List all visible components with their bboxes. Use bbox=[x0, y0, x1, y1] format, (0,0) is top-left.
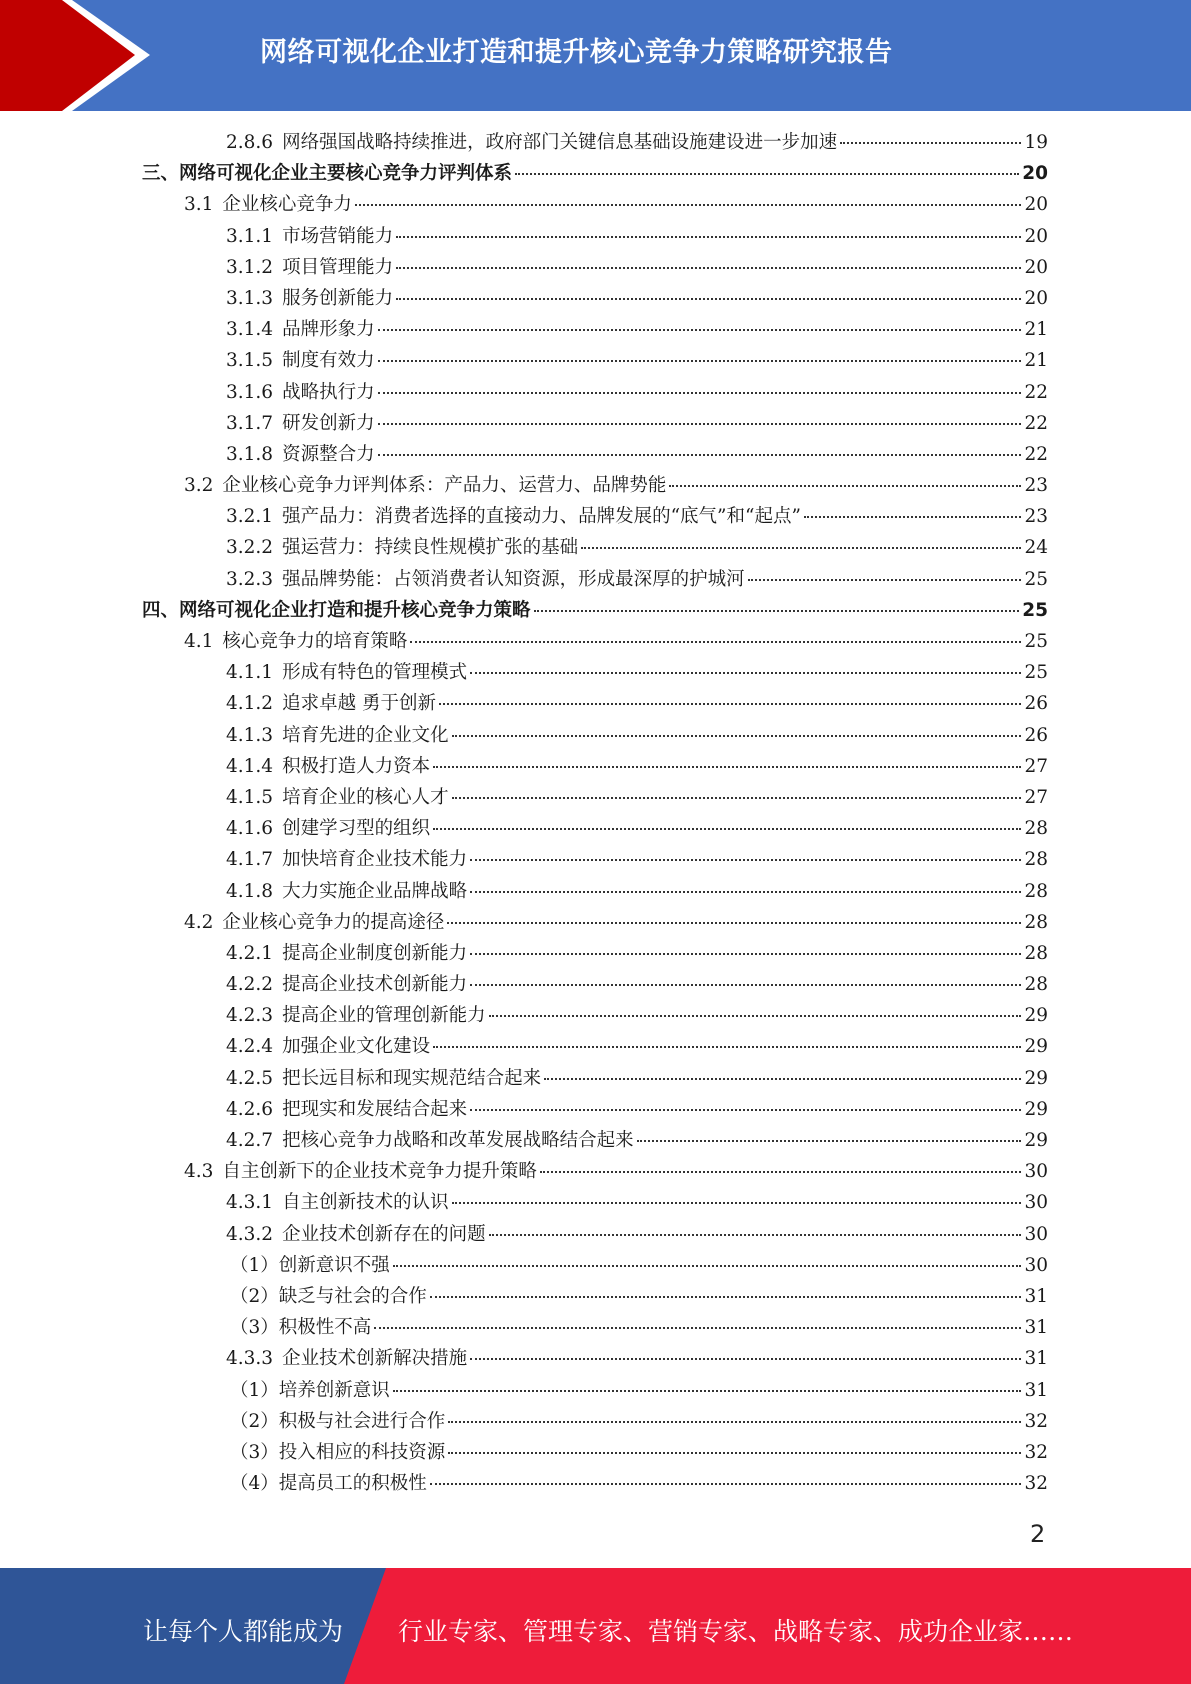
toc-entry-number: 3.2.2 bbox=[226, 537, 274, 559]
toc-leader-dots bbox=[452, 797, 1022, 799]
toc-leader-dots bbox=[410, 641, 1021, 643]
toc-entry[interactable] bbox=[142, 970, 1048, 1001]
toc-leader-dots bbox=[378, 423, 1022, 425]
chevron-red-shape bbox=[0, 0, 135, 111]
toc-entry-title: （2）缺乏与社会的合作 bbox=[230, 1285, 427, 1307]
toc-entry[interactable] bbox=[142, 1251, 1048, 1282]
toc-leader-dots bbox=[447, 922, 1021, 924]
toc-entry-page: 30 bbox=[1024, 1223, 1048, 1245]
toc-entry-page: 29 bbox=[1024, 1005, 1048, 1027]
toc-entry-title: （1）创新意识不强 bbox=[230, 1254, 390, 1276]
toc-entry-title: （1）培养创新意识 bbox=[230, 1379, 390, 1401]
toc-entry-page: 20 bbox=[1024, 194, 1048, 216]
toc-entry-page: 25 bbox=[1022, 599, 1048, 621]
page-header bbox=[0, 0, 1191, 111]
toc-entry-page: 28 bbox=[1024, 911, 1048, 933]
toc-entry[interactable] bbox=[142, 908, 1048, 939]
toc-entry-title: （4）提高员工的积极性 bbox=[230, 1473, 427, 1495]
toc-entry[interactable] bbox=[142, 346, 1048, 377]
toc-leader-dots bbox=[669, 485, 1021, 487]
toc-entry-title: 企业核心竞争力评判体系：产品力、运营力、品牌势能 bbox=[222, 475, 667, 497]
toc-entry-title: 形成有特色的管理模式 bbox=[282, 662, 468, 684]
toc-entry-title: 提高企业的管理创新能力 bbox=[282, 1005, 486, 1027]
toc-entry-number: 3.1.7 bbox=[226, 412, 274, 434]
toc-entry-page: 28 bbox=[1024, 942, 1048, 964]
toc-leader-dots bbox=[433, 828, 1021, 830]
toc-entry-title: 制度有效力 bbox=[282, 350, 375, 372]
toc-entry-page: 32 bbox=[1024, 1410, 1048, 1432]
toc-entry-title: 战略执行力 bbox=[282, 381, 375, 403]
toc-entry-title: 大力实施企业品牌战略 bbox=[282, 880, 468, 902]
footer-slogan-right: 行业专家、管理专家、营销专家、战略专家、成功企业家…… bbox=[398, 1617, 1074, 1646]
toc-entry-number: 4.2 bbox=[184, 911, 214, 933]
toc-entry-title: 服务创新能力 bbox=[282, 287, 394, 309]
toc-entry[interactable] bbox=[142, 877, 1048, 908]
toc-entry-title: 市场营销能力 bbox=[282, 225, 394, 247]
toc-leader-dots bbox=[452, 1202, 1022, 1204]
toc-entry-page: 27 bbox=[1024, 786, 1048, 808]
toc-entry-page: 22 bbox=[1024, 381, 1048, 403]
toc-entry-page: 29 bbox=[1024, 1130, 1048, 1151]
toc-entry-page: 31 bbox=[1024, 1317, 1048, 1339]
toc-entry-page: 32 bbox=[1024, 1473, 1048, 1495]
toc-entry-title: 自主创新技术的认识 bbox=[282, 1192, 449, 1214]
toc-leader-dots bbox=[396, 298, 1021, 300]
toc-leader-dots bbox=[470, 891, 1021, 893]
toc-leader-dots bbox=[430, 1483, 1022, 1485]
toc-entry-page: 30 bbox=[1024, 1254, 1048, 1276]
toc-leader-dots bbox=[470, 672, 1021, 674]
toc-entry-title: 培育企业的核心人才 bbox=[282, 786, 449, 808]
toc-entry-page: 28 bbox=[1024, 818, 1048, 840]
toc-leader-dots bbox=[378, 392, 1022, 394]
toc-entry-page: 26 bbox=[1024, 693, 1048, 715]
toc-entry-number: 4.2.2 bbox=[226, 974, 274, 996]
toc-leader-dots bbox=[489, 1234, 1022, 1236]
toc-entry-number: 3.2.1 bbox=[226, 506, 274, 528]
toc-entry-number: 3.1.6 bbox=[226, 381, 274, 403]
toc-entry-page: 30 bbox=[1024, 1161, 1048, 1183]
toc-leader-dots bbox=[534, 610, 1020, 612]
toc-entry-title: 把长远目标和现实规范结合起来 bbox=[282, 1067, 542, 1089]
toc-entry[interactable] bbox=[142, 1469, 1048, 1500]
toc-leader-dots bbox=[452, 735, 1022, 737]
toc-leader-dots bbox=[470, 984, 1021, 986]
toc-entry[interactable] bbox=[142, 1064, 1048, 1095]
toc-entry-page: 31 bbox=[1024, 1379, 1048, 1401]
toc-entry-title: 把现实和发展结合起来 bbox=[282, 1098, 468, 1120]
toc-entry-title: 提高企业技术创新能力 bbox=[282, 974, 468, 996]
toc-entry[interactable] bbox=[142, 1032, 1048, 1063]
toc-entry-title: 品牌形象力 bbox=[282, 319, 375, 341]
toc-leader-dots bbox=[393, 1390, 1022, 1392]
toc-leader-dots bbox=[378, 360, 1022, 362]
toc-entry[interactable] bbox=[142, 471, 1048, 502]
toc-leader-dots bbox=[433, 766, 1021, 768]
toc-entry-number: 4.1.8 bbox=[226, 880, 274, 902]
toc-entry-page: 29 bbox=[1024, 1067, 1048, 1089]
toc-leader-dots bbox=[448, 1421, 1021, 1423]
toc-entry[interactable] bbox=[142, 1407, 1048, 1438]
toc-entry-title: 网络强国战略持续推进，政府部门关键信息基础设施建设进一步加速 bbox=[282, 132, 838, 153]
toc-entry-number: 2.8.6 bbox=[226, 132, 274, 153]
toc-entry-page: 20 bbox=[1024, 256, 1048, 278]
toc-entry[interactable] bbox=[142, 378, 1048, 409]
toc-entry-page: 28 bbox=[1024, 849, 1048, 871]
toc-leader-dots bbox=[470, 1358, 1021, 1360]
toc-entry-page: 29 bbox=[1024, 1036, 1048, 1058]
toc-entry[interactable] bbox=[142, 1095, 1048, 1126]
toc-leader-dots bbox=[439, 703, 1021, 705]
toc-entry-number: 4.3.3 bbox=[226, 1348, 274, 1370]
toc-entry-number: 4.1.7 bbox=[226, 849, 274, 871]
report-title: 网络可视化企业打造和提升核心竞争力策略研究报告 bbox=[260, 37, 893, 68]
toc-entry-number: 4.1.5 bbox=[226, 786, 274, 808]
toc-entry-number: 4.1.2 bbox=[226, 693, 274, 715]
toc-leader-dots bbox=[637, 1140, 1022, 1142]
toc-entry-title: 企业技术创新存在的问题 bbox=[282, 1223, 486, 1245]
toc-entry-number: 3.2 bbox=[184, 475, 214, 497]
toc-leader-dots bbox=[470, 859, 1021, 861]
toc-entry-number: 4.3.2 bbox=[226, 1223, 274, 1245]
toc-entry-number: 3.1.5 bbox=[226, 350, 274, 372]
page-footer bbox=[0, 1568, 1191, 1684]
toc-leader-dots bbox=[515, 173, 1019, 175]
toc-entry[interactable] bbox=[142, 409, 1048, 440]
toc-entry[interactable] bbox=[142, 596, 1048, 627]
toc-entry[interactable] bbox=[142, 315, 1048, 346]
toc-leader-dots bbox=[840, 142, 1021, 144]
toc-entry[interactable] bbox=[142, 1126, 1048, 1157]
toc-leader-dots bbox=[470, 953, 1021, 955]
toc-entry-title: 创建学习型的组织 bbox=[282, 818, 431, 840]
toc-entry[interactable] bbox=[142, 845, 1048, 876]
toc-entry-title: 四、网络可视化企业打造和提升核心竞争力策略 bbox=[142, 599, 531, 621]
toc-entry[interactable] bbox=[142, 1188, 1048, 1219]
toc-entry[interactable] bbox=[142, 1001, 1048, 1032]
toc-entry-title: 企业技术创新解决措施 bbox=[282, 1348, 468, 1370]
toc-entry-title: 提高企业制度创新能力 bbox=[282, 942, 468, 964]
toc-entry[interactable] bbox=[142, 1438, 1048, 1469]
toc-entry-page: 30 bbox=[1024, 1192, 1048, 1214]
toc-entry[interactable] bbox=[142, 190, 1048, 221]
table-of-contents bbox=[142, 128, 1048, 1500]
toc-entry-title: 积极打造人力资本 bbox=[282, 755, 431, 777]
toc-leader-dots bbox=[378, 329, 1022, 331]
toc-leader-dots bbox=[396, 267, 1021, 269]
toc-entry-number: 4.2.5 bbox=[226, 1067, 274, 1089]
toc-entry[interactable] bbox=[142, 502, 1048, 533]
toc-leader-dots bbox=[448, 1452, 1021, 1454]
toc-entry-page: 22 bbox=[1024, 443, 1048, 465]
toc-entry[interactable] bbox=[142, 284, 1048, 315]
toc-entry-number: 4.1.3 bbox=[226, 724, 274, 746]
toc-entry-number: 4.2.3 bbox=[226, 1005, 274, 1027]
toc-entry-page: 25 bbox=[1024, 631, 1048, 652]
toc-entry[interactable] bbox=[142, 1220, 1048, 1251]
toc-entry-title: 企业核心竞争力的提高途径 bbox=[222, 911, 445, 933]
toc-entry-number: 4.2.7 bbox=[226, 1130, 274, 1151]
toc-entry-number: 4.2.6 bbox=[226, 1098, 274, 1120]
toc-entry-number: 4.2.1 bbox=[226, 942, 274, 964]
toc-leader-dots bbox=[433, 1046, 1021, 1048]
toc-entry-number: 4.3.1 bbox=[226, 1192, 274, 1214]
toc-entry-number: 3.1.8 bbox=[226, 443, 274, 465]
toc-entry-page: 26 bbox=[1024, 724, 1048, 746]
toc-leader-dots bbox=[489, 1015, 1022, 1017]
toc-entry-title: 核心竞争力的培育策略 bbox=[222, 631, 408, 652]
toc-leader-dots bbox=[804, 516, 1022, 518]
toc-entry-number: 4.3 bbox=[184, 1161, 214, 1183]
toc-entry-title: 企业核心竞争力 bbox=[222, 194, 352, 216]
toc-entry[interactable] bbox=[142, 627, 1048, 658]
footer-slogan-left: 让每个人都能成为 bbox=[143, 1617, 344, 1646]
toc-entry-number: 3.1.3 bbox=[226, 287, 274, 309]
toc-entry[interactable] bbox=[142, 253, 1048, 284]
page-number: 2 bbox=[1030, 1520, 1046, 1548]
toc-entry-page: 23 bbox=[1024, 506, 1048, 528]
toc-entry-page: 28 bbox=[1024, 974, 1048, 996]
toc-leader-dots bbox=[393, 1265, 1022, 1267]
toc-entry[interactable] bbox=[142, 752, 1048, 783]
toc-entry-number: 3.2.3 bbox=[226, 568, 274, 590]
toc-entry[interactable] bbox=[142, 128, 1048, 159]
toc-entry-page: 28 bbox=[1024, 880, 1048, 902]
toc-entry-page: 20 bbox=[1024, 287, 1048, 309]
toc-entry[interactable] bbox=[142, 1376, 1048, 1407]
toc-leader-dots bbox=[544, 1078, 1021, 1080]
toc-entry-number: 4.1.4 bbox=[226, 755, 274, 777]
toc-entry-page: 27 bbox=[1024, 755, 1048, 777]
toc-leader-dots bbox=[581, 547, 1021, 549]
toc-entry[interactable] bbox=[142, 159, 1048, 190]
toc-leader-dots bbox=[540, 1171, 1022, 1173]
toc-entry-page: 21 bbox=[1024, 350, 1048, 372]
toc-entry-title: 研发创新力 bbox=[282, 412, 375, 434]
toc-entry-title: （3）投入相应的科技资源 bbox=[230, 1441, 446, 1463]
toc-entry-page: 21 bbox=[1024, 319, 1048, 341]
toc-entry-title: （3）积极性不高 bbox=[230, 1317, 372, 1339]
toc-entry[interactable] bbox=[142, 939, 1048, 970]
toc-entry-page: 25 bbox=[1024, 568, 1048, 590]
toc-entry[interactable] bbox=[142, 814, 1048, 845]
toc-entry-number: 3.1.2 bbox=[226, 256, 274, 278]
toc-entry[interactable] bbox=[142, 440, 1048, 471]
toc-entry-page: 31 bbox=[1024, 1285, 1048, 1307]
toc-entry-title: 强品牌势能：占领消费者认知资源，形成最深厚的护城河 bbox=[282, 568, 745, 590]
toc-leader-dots bbox=[374, 1327, 1021, 1329]
toc-entry[interactable] bbox=[142, 1344, 1048, 1375]
toc-entry-page: 20 bbox=[1024, 225, 1048, 247]
toc-leader-dots bbox=[378, 454, 1022, 456]
toc-entry-title: 强运营力：持续良性规模扩张的基础 bbox=[282, 537, 579, 559]
toc-entry-title: 加强企业文化建设 bbox=[282, 1036, 431, 1058]
toc-entry-title: 培育先进的企业文化 bbox=[282, 724, 449, 746]
toc-entry-title: 加快培育企业技术能力 bbox=[282, 849, 468, 871]
toc-leader-dots bbox=[748, 579, 1022, 581]
toc-entry-number: 3.1.1 bbox=[226, 225, 274, 247]
toc-entry-page: 25 bbox=[1024, 662, 1048, 684]
toc-entry-title: 三、网络可视化企业主要核心竞争力评判体系 bbox=[142, 163, 513, 185]
toc-leader-dots bbox=[396, 236, 1021, 238]
toc-entry[interactable] bbox=[142, 1157, 1048, 1188]
toc-entry-page: 20 bbox=[1022, 163, 1048, 185]
toc-entry-title: 强产品力：消费者选择的直接动力、品牌发展的“底气”和“起点” bbox=[282, 506, 801, 528]
toc-entry-number: 3.1.4 bbox=[226, 319, 274, 341]
toc-entry-title: 资源整合力 bbox=[282, 443, 375, 465]
toc-entry[interactable] bbox=[142, 533, 1048, 564]
toc-entry[interactable] bbox=[142, 1282, 1048, 1313]
toc-entry-title: 项目管理能力 bbox=[282, 256, 394, 278]
toc-entry-number: 4.1.1 bbox=[226, 662, 274, 684]
toc-entry[interactable] bbox=[142, 565, 1048, 596]
toc-entry-number: 4.1 bbox=[184, 631, 214, 652]
toc-entry-number: 4.2.4 bbox=[226, 1036, 274, 1058]
toc-entry[interactable] bbox=[142, 1313, 1048, 1344]
toc-leader-dots bbox=[470, 1109, 1021, 1111]
toc-entry-number: 4.1.6 bbox=[226, 818, 274, 840]
toc-entry-page: 19 bbox=[1024, 132, 1048, 153]
toc-leader-dots bbox=[355, 204, 1022, 206]
toc-entry-page: 24 bbox=[1024, 537, 1048, 559]
toc-entry-page: 29 bbox=[1024, 1098, 1048, 1120]
toc-entry-page: 32 bbox=[1024, 1441, 1048, 1463]
toc-entry-title: （2）积极与社会进行合作 bbox=[230, 1410, 446, 1432]
toc-entry-title: 自主创新下的企业技术竞争力提升策略 bbox=[222, 1161, 537, 1183]
toc-entry[interactable] bbox=[142, 222, 1048, 253]
toc-entry-page: 31 bbox=[1024, 1348, 1048, 1370]
toc-entry[interactable] bbox=[142, 721, 1048, 752]
toc-entry-page: 23 bbox=[1024, 475, 1048, 497]
toc-entry-title: 追求卓越 勇于创新 bbox=[282, 693, 436, 715]
toc-entry[interactable] bbox=[142, 689, 1048, 720]
toc-entry[interactable] bbox=[142, 783, 1048, 814]
toc-entry-title: 把核心竞争力战略和改革发展战略结合起来 bbox=[282, 1130, 634, 1151]
toc-entry[interactable] bbox=[142, 658, 1048, 689]
toc-entry-page: 22 bbox=[1024, 412, 1048, 434]
toc-leader-dots bbox=[430, 1296, 1022, 1298]
toc-entry-number: 3.1 bbox=[184, 194, 214, 216]
header-chevron-decoration bbox=[0, 0, 160, 111]
